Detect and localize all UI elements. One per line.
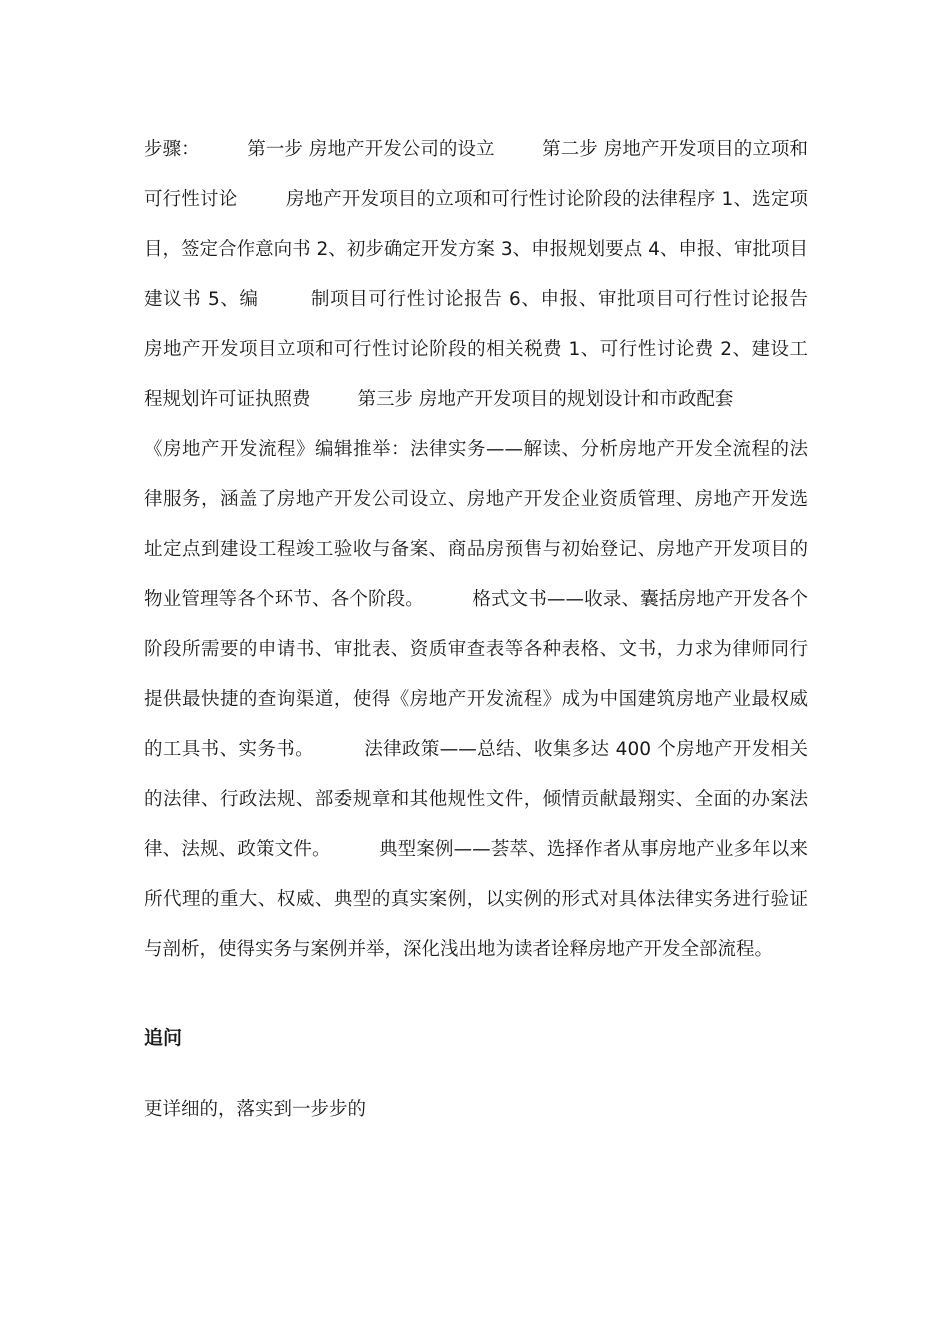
steps-paragraph: 步骤： 第一步 房地产开发公司的设立 第二步 房地产开发项目的立项和可行性讨论 房地产开发项目的立项和可行性讨论阶段的法律程序 1、选定项目，签定合作意向书 2、初步确定开发方案 3、申报规划要点 4、申报、审批项目建议书 5、编 制项目可行性讨论报告 6、申报、审批项目可行性讨论报告 房地产开发项目立项和可行性讨论阶段的相关税费 1、可行性讨论费 2、建设工程规划许可证执照费 第三步 房地产开发项目的规划设计和市政配套: [144, 139, 856, 410]
followup-heading: 追问: [144, 1027, 183, 1049]
followup-text: 更详细的，落实到一步步的: [144, 1099, 367, 1120]
document-body: [144, 125, 856, 1135]
recommendation-paragraph: 《房地产开发流程》编辑推举：法律实务——解读、分析房地产开发全流程的法律服务，涵盖了房地产开发公司设立、房地产开发企业资质管理、房地产开发选址定点到建设工程竣工验收与备案、商品房预售与初始登记、房地产开发项目的物业管理等各个环节、各个阶段。 格式文书——收录、囊括房地产开发各个阶段所需要的申请书、审批表、资质审查表等各种表格、文书，力求为律师同行提供最快捷的查询渠道，使得《房地产开发流程》成为中国建筑房地产业最权威的工具书、实务书。 法律政策——总结、收集多达 400 个房地产开发相关的法律、行政法规、部委规章和其他规性文件，倾情贡献最翔实、全面的办案法律、法规、政策文件。 典型案例——荟萃、选择作者从事房地产业多年以来所代理的重大、权威、典型的真实案例，以实例的形式对具体法律实务进行验证与剖析，使得实务与案例并举，深化浅出地为读者诠释房地产开发全部流程。: [144, 439, 808, 960]
